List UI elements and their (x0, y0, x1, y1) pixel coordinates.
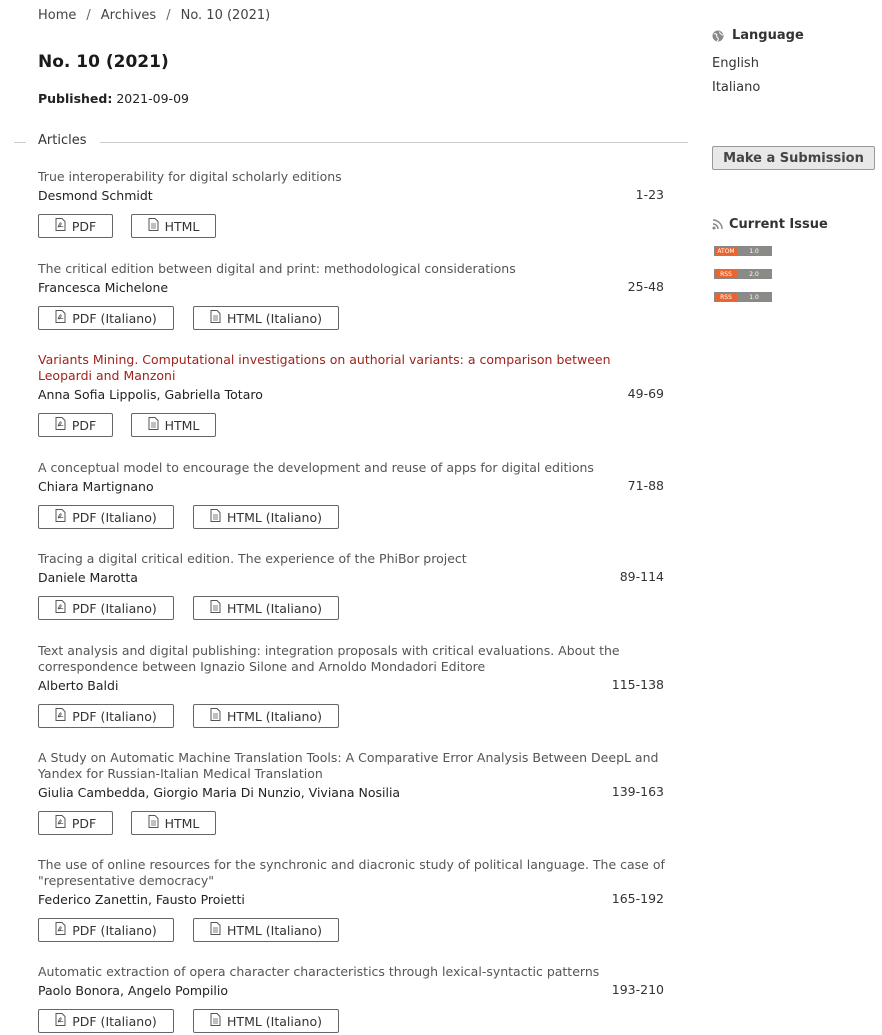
article-pages: 89-114 (619, 569, 664, 584)
article-item (38, 643, 666, 730)
html-file-icon (148, 417, 159, 433)
breadcrumb-home-link[interactable]: Home (38, 8, 77, 23)
galley-label: HTML (164, 815, 200, 831)
html-file-icon (210, 509, 221, 525)
pdf-galley-button[interactable] (38, 306, 174, 330)
feed-badge-type: RSS (715, 270, 737, 278)
article-galleys (38, 505, 666, 531)
article-authors: Anna Sofia Lippolis, Gabriella Totaro (38, 387, 263, 402)
article-item (38, 460, 666, 531)
feed-badge-version: 1.0 (737, 247, 771, 255)
galley-label: PDF (Italiano) (72, 922, 157, 938)
article-authors: Giulia Cambedda, Giorgio Maria Di Nunzio, Viviana Nosilia (38, 785, 401, 800)
article-title-link[interactable]: Variants Mining. Computational investigations on authorial variants: a comparison between Leopardi and Manzoni (38, 352, 611, 383)
current-issue-heading (712, 217, 828, 232)
pdf-file-icon (55, 310, 66, 326)
article-title-link[interactable]: The critical edition between digital and print: methodological considerations (38, 261, 516, 276)
breadcrumb-archives-link[interactable]: Archives (100, 8, 157, 23)
published-date: 2021-09-09 (116, 91, 189, 106)
html-file-icon (210, 922, 221, 938)
html-galley-button[interactable] (193, 918, 339, 942)
article-authors: Daniele Marotta (38, 570, 138, 585)
article-authors: Paolo Bonora, Angelo Pompilio (38, 983, 229, 998)
article-item (38, 750, 666, 837)
galley-label: HTML (164, 218, 200, 234)
pdf-galley-button[interactable] (38, 214, 113, 238)
feed-badge-version: 2.0 (737, 270, 771, 278)
article-authors: Desmond Schmidt (38, 188, 153, 203)
rss2-feed-badge[interactable] (714, 269, 772, 279)
article-meta (38, 569, 666, 587)
article-galleys (38, 596, 666, 622)
html-galley-button[interactable] (131, 214, 216, 238)
html-file-icon (210, 310, 221, 326)
article-pages: 1-23 (635, 187, 664, 202)
pdf-file-icon (55, 509, 66, 525)
article-authors: Federico Zanettin, Fausto Proietti (38, 892, 245, 907)
galley-label: PDF (Italiano) (72, 509, 157, 525)
article-galleys (38, 704, 666, 730)
article-pages: 71-88 (627, 478, 664, 493)
pdf-galley-button[interactable] (38, 413, 113, 437)
article-authors: Alberto Baldi (38, 678, 119, 693)
current-issue-label: Current Issue (729, 217, 828, 232)
article-pages: 165-192 (611, 891, 664, 906)
pdf-galley-button[interactable] (38, 596, 174, 620)
article-pages: 193-210 (611, 982, 664, 997)
html-galley-button[interactable] (193, 306, 339, 330)
language-block-heading (712, 28, 804, 43)
html-file-icon (148, 815, 159, 831)
article-title-link[interactable]: A conceptual model to encourage the development and reuse of apps for digital editions (38, 460, 594, 475)
article-title-link[interactable]: A Study on Automatic Machine Translation Tools: A Comparative Error Analysis Between DeepL and Yandex for Russian-Italian Medical Translation (38, 750, 659, 781)
article-galleys (38, 413, 666, 439)
feed-badge-version: 1.0 (737, 293, 771, 301)
html-galley-button[interactable] (193, 704, 339, 728)
article-galleys (38, 811, 666, 837)
language-heading-label: Language (732, 28, 804, 43)
article-galleys (38, 306, 666, 332)
published-label: Published: (38, 91, 113, 106)
galley-label: PDF (Italiano) (72, 1013, 157, 1029)
article-meta (38, 982, 666, 1000)
galley-label: HTML (Italiano) (227, 708, 322, 724)
globe-icon (712, 30, 724, 42)
rss1-feed-badge[interactable] (714, 292, 772, 302)
article-title-link[interactable]: Tracing a digital critical edition. The experience of the PhiBor project (38, 551, 467, 566)
article-title-link[interactable]: The use of online resources for the synchronic and diacronic study of political language. The case of "representative democracy" (38, 857, 665, 888)
atom-feed-badge[interactable] (714, 246, 772, 256)
article-title-link[interactable]: True interoperability for digital scholarly editions (38, 169, 342, 184)
article-item (38, 352, 666, 439)
galley-label: PDF (Italiano) (72, 310, 157, 326)
article-pages: 115-138 (611, 677, 664, 692)
galley-label: HTML (Italiano) (227, 922, 322, 938)
article-meta (38, 478, 666, 496)
pdf-galley-button[interactable] (38, 1009, 174, 1033)
pdf-file-icon (55, 600, 66, 616)
article-meta (38, 891, 666, 909)
article-pages: 139-163 (611, 784, 664, 799)
page-title: No. 10 (2021) (38, 52, 169, 72)
article-meta (38, 187, 666, 205)
pdf-file-icon (55, 218, 66, 234)
pdf-file-icon (55, 1013, 66, 1029)
breadcrumb-separator: / (86, 8, 91, 23)
breadcrumb-current: No. 10 (2021) (180, 8, 271, 23)
galley-label: HTML (164, 417, 200, 433)
pdf-file-icon (55, 815, 66, 831)
pdf-file-icon (55, 708, 66, 724)
html-galley-button[interactable] (193, 1009, 339, 1033)
article-pages: 49-69 (627, 386, 664, 401)
breadcrumb-separator: / (166, 8, 171, 23)
article-title-link[interactable]: Text analysis and digital publishing: integration proposals with critical evaluations. About the correspondence between Ignazio Silone and Arnoldo Mondadori Editore (38, 643, 620, 674)
article-title-link[interactable]: Automatic extraction of opera character characteristics through lexical-syntactic patterns (38, 964, 600, 979)
language-link-english[interactable]: English (712, 56, 759, 71)
pdf-galley-button[interactable] (38, 918, 174, 942)
section-label: Articles (38, 133, 87, 148)
section-divider (14, 142, 26, 143)
article-galleys (38, 1009, 666, 1035)
feed-badge-type: ATOM (715, 247, 737, 255)
galley-label: PDF (71, 815, 97, 831)
galley-label: HTML (Italiano) (227, 310, 322, 326)
html-galley-button[interactable] (131, 413, 216, 437)
rss-icon (712, 219, 723, 230)
html-galley-button[interactable] (131, 811, 216, 835)
article-meta (38, 677, 666, 695)
article-item (38, 964, 666, 1035)
article-authors: Francesca Michelone (38, 280, 169, 295)
language-link-italiano[interactable]: Italiano (712, 80, 761, 95)
galley-label: PDF (Italiano) (72, 600, 157, 616)
article-galleys (38, 918, 666, 944)
article-item (38, 261, 666, 332)
pdf-galley-button[interactable] (38, 505, 174, 529)
article-galleys (38, 214, 666, 240)
pdf-galley-button[interactable] (38, 704, 174, 728)
breadcrumb (38, 8, 270, 23)
section-divider (100, 142, 688, 143)
article-meta (38, 279, 666, 297)
article-pages: 25-48 (627, 279, 664, 294)
section-heading-articles (14, 133, 688, 151)
galley-label: HTML (Italiano) (227, 1013, 322, 1029)
article-authors: Chiara Martignano (38, 479, 154, 494)
article-meta (38, 784, 666, 802)
article-item (38, 551, 666, 622)
html-file-icon (210, 708, 221, 724)
feed-badge-type: RSS (715, 293, 737, 301)
article-meta (38, 386, 666, 404)
html-galley-button[interactable] (193, 596, 339, 620)
pdf-file-icon (55, 417, 66, 433)
html-file-icon (148, 218, 159, 234)
galley-label: PDF (71, 417, 97, 433)
galley-label: HTML (Italiano) (227, 600, 322, 616)
galley-label: PDF (Italiano) (72, 708, 157, 724)
article-item (38, 169, 666, 240)
html-galley-button[interactable] (193, 505, 339, 529)
published-date-row (38, 91, 189, 106)
galley-label: PDF (71, 218, 97, 234)
pdf-galley-button[interactable] (38, 811, 113, 835)
article-item (38, 857, 666, 944)
html-file-icon (210, 1013, 221, 1029)
pdf-file-icon (55, 922, 66, 938)
galley-label: HTML (Italiano) (227, 509, 322, 525)
make-submission-button[interactable]: Make a Submission (712, 146, 875, 170)
html-file-icon (210, 600, 221, 616)
